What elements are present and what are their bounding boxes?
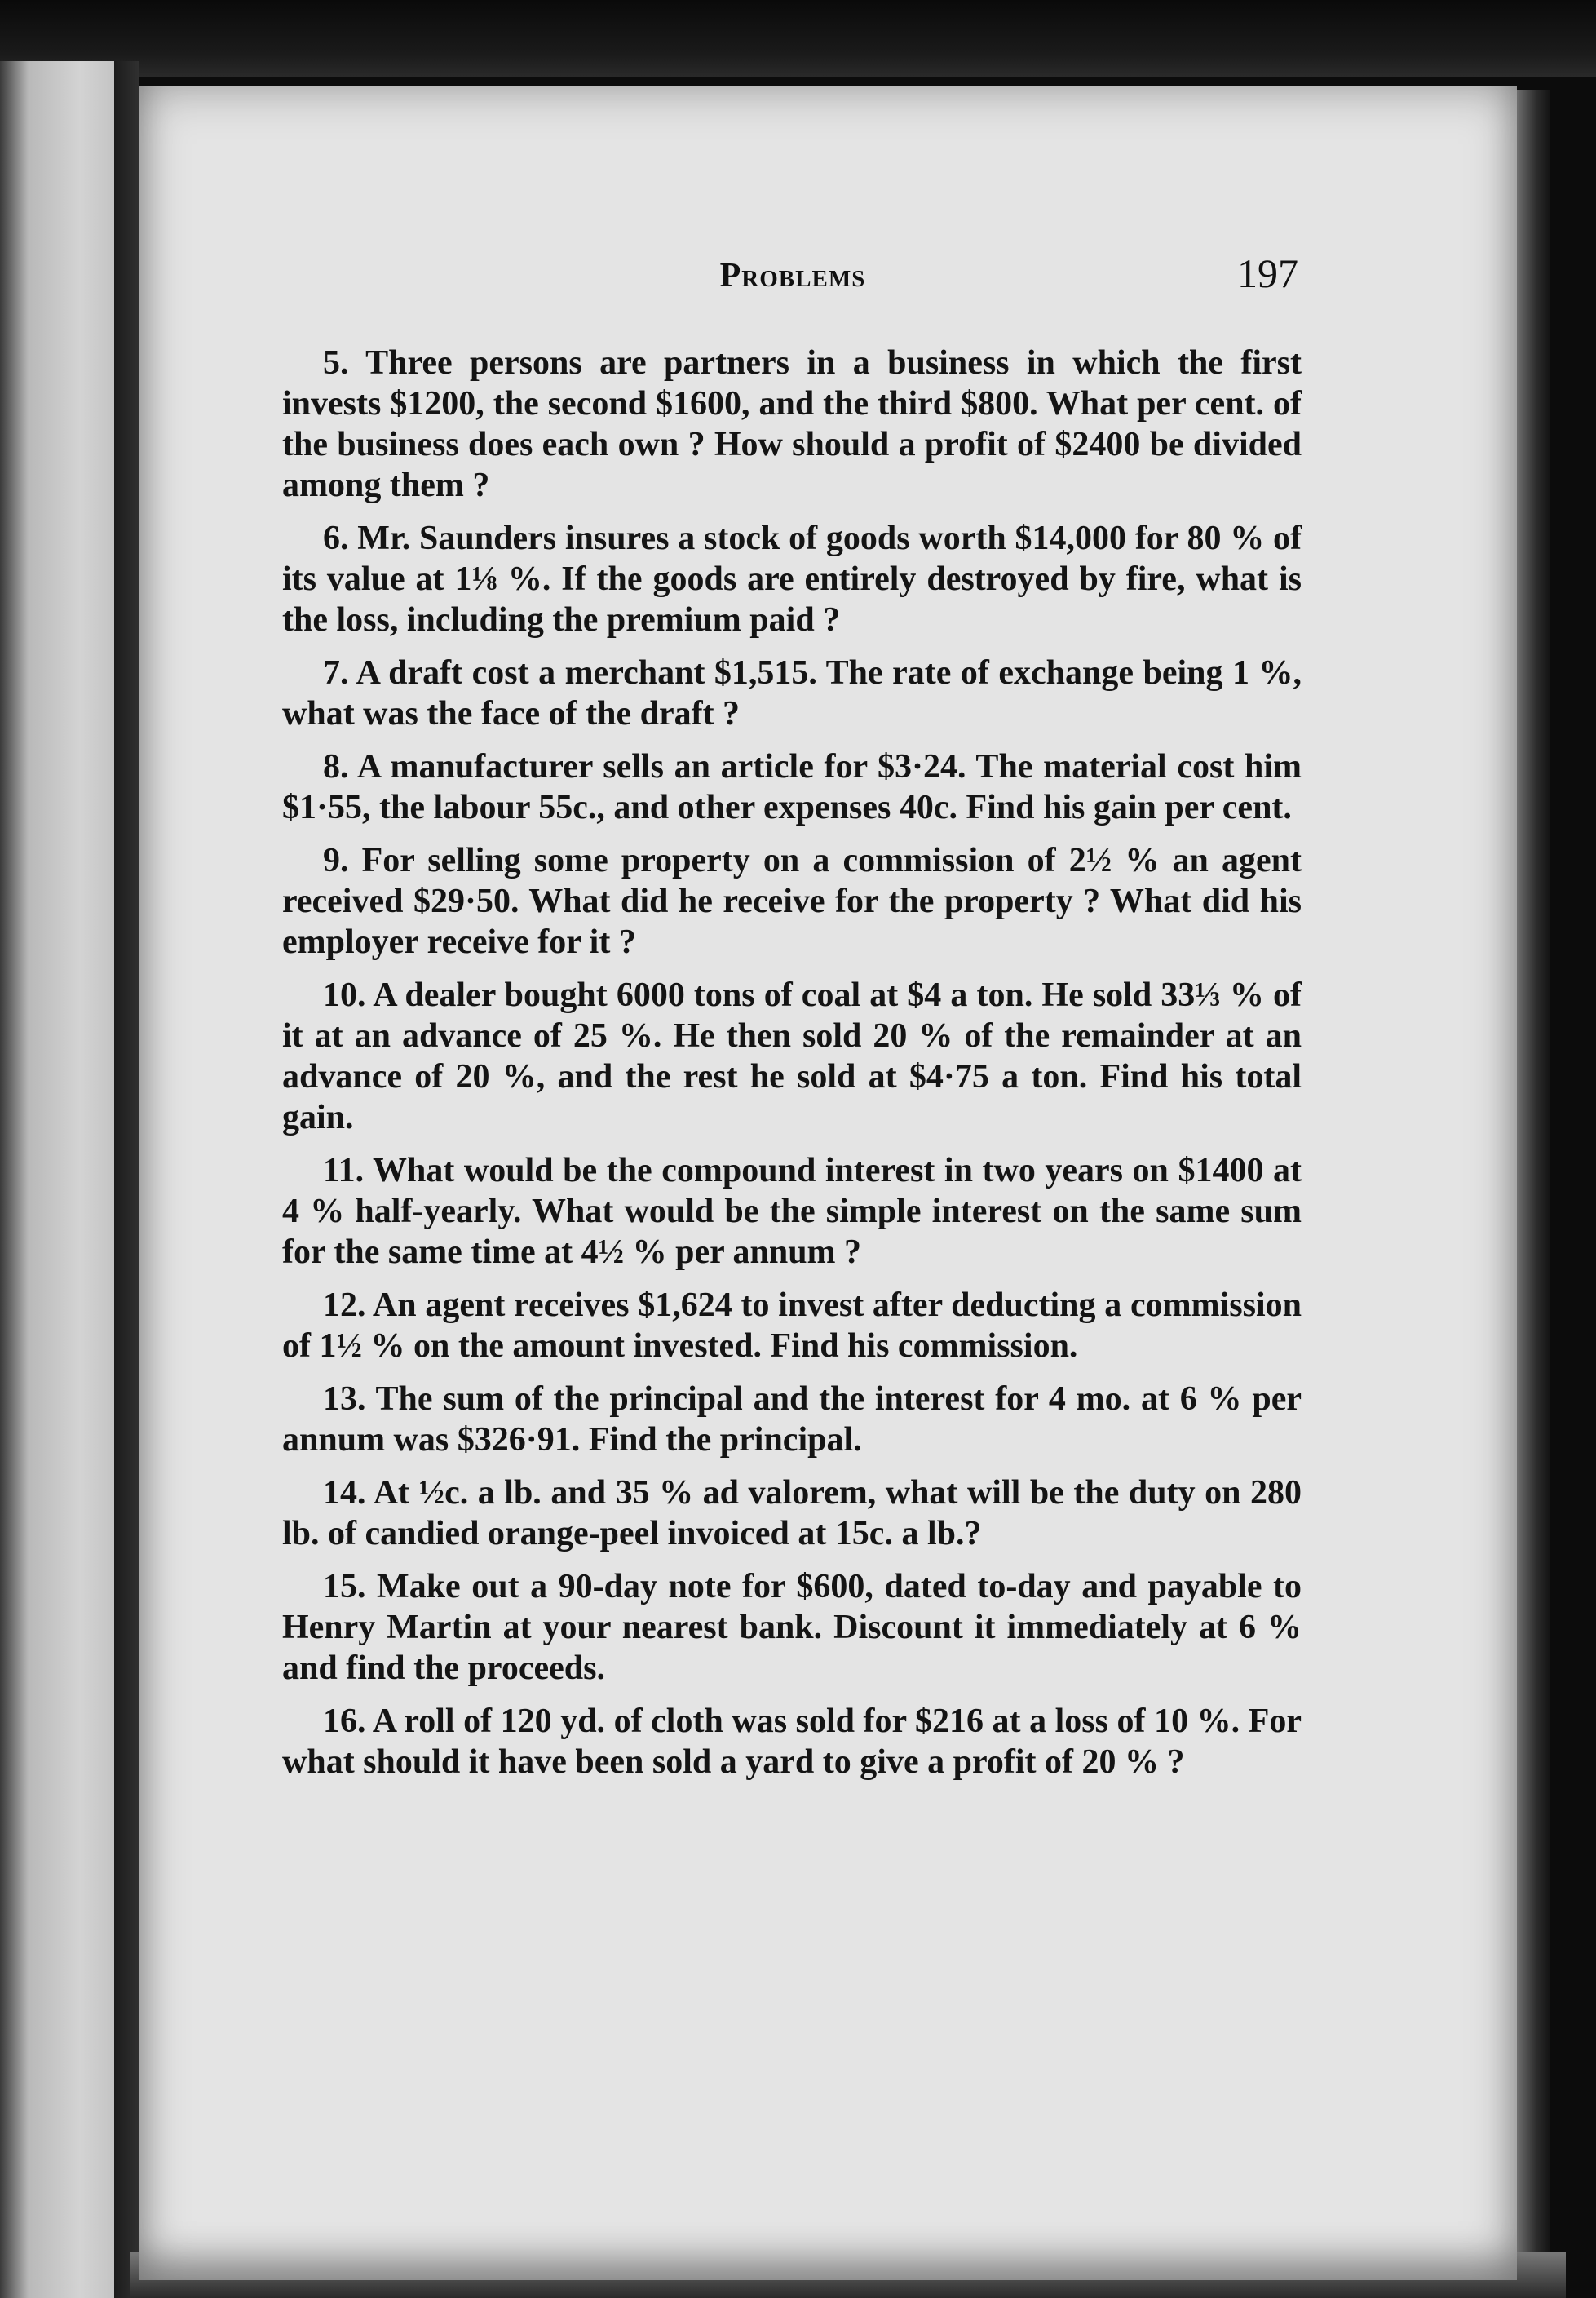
problem-number: 10.	[323, 976, 366, 1014]
problem-15	[282, 1566, 1302, 1689]
problem-text: A manufacturer sells an article for $3·24. The material cost him $1·55, the labour 55c., and other expenses 40c. Find his gain per cent.	[282, 748, 1302, 826]
problem-number: 15.	[323, 1568, 366, 1605]
problem-text: A draft cost a merchant $1,515. The rate of exchange being 1 %, what was the face of the draft ?	[282, 654, 1302, 733]
problem-16	[282, 1701, 1302, 1782]
problem-8	[282, 746, 1302, 828]
problem-text: Make out a 90-day note for $600, dated to-day and payable to Henry Martin at your nearest bank. Discount it immediately at 6 % and find the proceeds.	[282, 1568, 1302, 1687]
problem-number: 5.	[323, 344, 349, 382]
problem-9	[282, 840, 1302, 963]
facing-page-edge	[0, 61, 114, 2298]
problem-number: 16.	[323, 1702, 366, 1740]
problem-14	[282, 1472, 1302, 1554]
problem-text: For selling some property on a commission of 2½ % an agent received $29·50. What did he receive for the property ? What did his employer receive for it ?	[282, 842, 1302, 961]
page-number: 197	[1237, 250, 1298, 296]
scan-top-border	[0, 0, 1596, 77]
book-gutter	[114, 61, 139, 2298]
problem-10	[282, 975, 1302, 1138]
problem-text: Mr. Saunders insures a stock of goods worth $14,000 for 80 % of its value at 1⅛ %. If the goods are entirely destroyed by fire, what is the loss, including the premium paid ?	[282, 520, 1302, 639]
problem-text: A roll of 120 yd. of cloth was sold for $216 at a loss of 10 %. For what should it have been sold a yard to give a profit of 20 % ?	[282, 1702, 1302, 1781]
problem-number: 7.	[323, 654, 349, 692]
problem-number: 9.	[323, 842, 349, 879]
problem-number: 8.	[323, 748, 349, 786]
problem-number: 6.	[323, 520, 349, 557]
running-head	[287, 250, 1298, 307]
problem-number: 14.	[323, 1474, 366, 1512]
problem-text: The sum of the principal and the interest for 4 mo. at 6 % per annum was $326·91. Find the principal.	[282, 1380, 1302, 1459]
problem-text: At ½c. a lb. and 35 % ad valorem, what will be the duty on 280 lb. of candied orange-peel invoiced at 15c. a lb.?	[282, 1474, 1302, 1552]
problem-text: A dealer bought 6000 tons of coal at $4 a ton. He sold 33⅓ % of it at an advance of 25 %. He then sold 20 % of the remainder at an advance of 20 %, and the rest he sold at $4·75 a ton. Find his total gain.	[282, 976, 1302, 1136]
problem-13	[282, 1379, 1302, 1460]
problem-text: What would be the compound interest in two years on $1400 at 4 % half-yearly. What would be the simple interest on the same sum for the same time at 4½ % per annum ?	[282, 1152, 1302, 1271]
problem-number: 12.	[323, 1286, 366, 1324]
problem-number: 13.	[323, 1380, 366, 1418]
running-head-title: Problems	[719, 257, 866, 294]
problem-list	[282, 343, 1302, 1795]
page-right-edge	[1517, 90, 1550, 2292]
problem-text: Three persons are partners in a business in which the first invests $1200, the second $1600, and the third $800. What per cent. of the business does each own ? How should a profit of $2400 be divided among them ?	[282, 344, 1302, 504]
problem-12	[282, 1285, 1302, 1366]
problem-6	[282, 518, 1302, 640]
problem-7	[282, 653, 1302, 734]
problem-text: An agent receives $1,624 to invest after deducting a commission of 1½ % on the amount invested. Find his commission.	[282, 1286, 1302, 1365]
problem-number: 11.	[323, 1152, 365, 1189]
problem-11	[282, 1150, 1302, 1273]
problem-5	[282, 343, 1302, 506]
